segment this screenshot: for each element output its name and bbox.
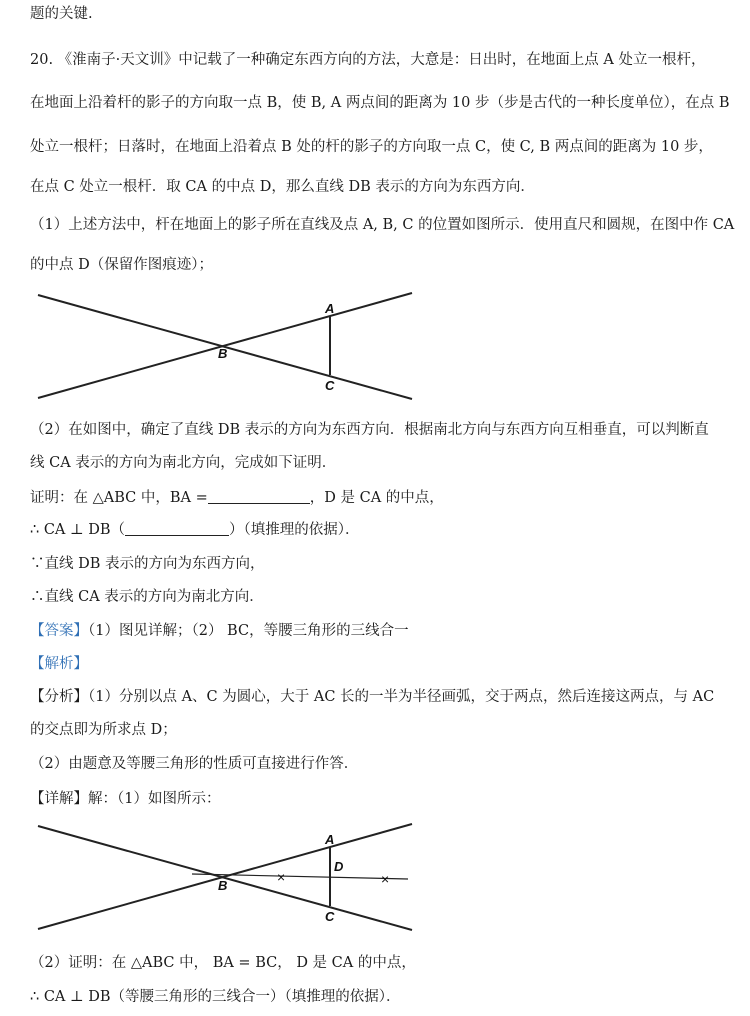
proof-line-2: [30, 520, 730, 540]
label-b-2: B: [218, 878, 228, 893]
label-d-2: D: [334, 859, 344, 874]
part1-line-1: （1）上述方法中，杆在地面上的影子所在直线及点 A, B, C 的位置如图所示．使用直尺和圆规，在图中作 CA: [30, 217, 735, 233]
problem-line-4: 在点 C 处立一根杆．取 CA 的中点 D，那么直线 DB 表示的方向为东西方向．: [30, 179, 535, 195]
problem-line-3: 处立一根杆；日落时，在地面上沿着点 B 处的杆的影子的方向取一点 C，使 C, B 两点间的距离为 10 步，: [30, 139, 713, 155]
detail-line: [30, 789, 730, 809]
figure-2: [30, 816, 420, 938]
answer-blank-1[interactable]: [208, 489, 310, 504]
proof-text-c: ∴ CA ⊥ DB（: [30, 522, 126, 538]
label-c-2: C: [325, 909, 335, 924]
analysis-tag: 【解析】: [30, 656, 88, 672]
arc-mark-1: ×: [277, 869, 286, 885]
proof2-line-1: （2）证明：在 △ABC 中， BA = BC， D 是 CA 的中点，: [30, 955, 416, 971]
shadow-line-bc-2: [38, 824, 412, 929]
detail-text: 解：（1）如图所示：: [88, 791, 221, 807]
analysis-line-2: 的交点即为所求点 D；: [30, 722, 177, 738]
answer-line: [30, 621, 730, 641]
answer-text: （1）图见详解；（2） BC，等腰三角形的三线合一: [88, 623, 409, 639]
figure-1: [30, 285, 420, 405]
arc-mark-2: ×: [381, 871, 390, 887]
analysis-text-1: （1）分别以点 A、C 为圆心，大于 AC 长的一半为半径画弧，交于两点，然后连接这两点，与 AC: [88, 689, 715, 705]
problem-line-1: 20. 《淮南子·天文训》中记载了一种确定东西方向的方法，大意是：日出时，在地面上点 A 处立一根杆，: [30, 52, 706, 68]
part2-line-1: （2）在如图中，确定了直线 DB 表示的方向为东西方向．根据南北方向与东西方向互相垂直，可以判断直: [30, 422, 709, 438]
proof-text-d: ）（填推理的依据）．: [229, 522, 360, 538]
proof-text-a: 证明：在 △ABC 中，BA =: [30, 490, 208, 506]
proof-line-4: ∴直线 CA 表示的方向为南北方向．: [30, 589, 264, 605]
proof-line-1: [30, 488, 730, 508]
label-b: B: [218, 346, 228, 361]
proof-line-3: ∵直线 DB 表示的方向为东西方向，: [30, 556, 265, 572]
label-a-2: A: [325, 832, 335, 847]
label-a: A: [325, 301, 335, 316]
analysis-line-3: （2）由题意及等腰三角形的性质可直接进行作答．: [30, 756, 359, 772]
analysis-tag-line: [30, 654, 730, 674]
label-c: C: [325, 378, 335, 393]
problem-line-2: 在地面上沿着杆的影子的方向取一点 B，使 B, A 两点间的距离为 10 步（步是古代的一种长度单位），在点 B: [30, 95, 730, 111]
part1-line-2: 的中点 D（保留作图痕迹）；: [30, 257, 213, 273]
analysis-sub-tag: 【分析】: [30, 689, 88, 705]
prev-line: 题的关键.: [30, 6, 93, 22]
answer-blank-2[interactable]: [125, 521, 229, 536]
proof-text-b: ，D 是 CA 的中点，: [309, 490, 444, 506]
answer-tag: 【答案】: [30, 623, 88, 639]
proof2-line-2: ∴ CA ⊥ DB（等腰三角形的三线合一）（填推理的依据）．: [30, 989, 401, 1005]
detail-tag: 【详解】: [30, 791, 88, 807]
part2-line-2: 线 CA 表示的方向为南北方向，完成如下证明．: [30, 455, 337, 471]
analysis-line-1: [30, 687, 730, 707]
